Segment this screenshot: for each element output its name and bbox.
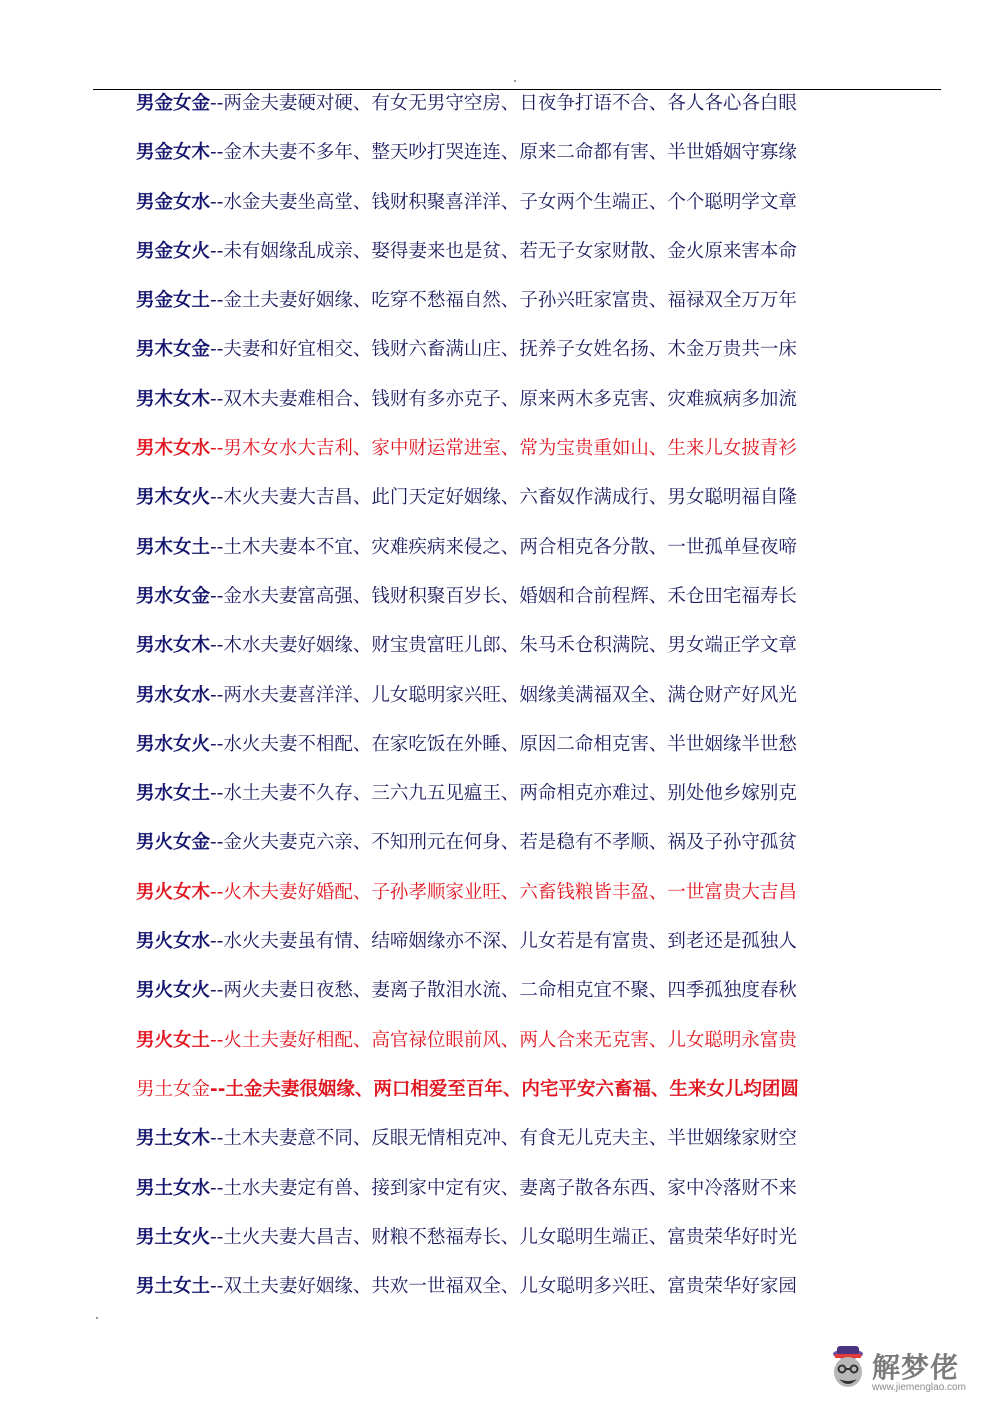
verse-list bbox=[136, 90, 896, 1322]
verse-row bbox=[136, 682, 896, 731]
verse-row bbox=[136, 1125, 896, 1174]
verse-row-highlighted bbox=[136, 1027, 896, 1076]
verse-row bbox=[136, 829, 896, 878]
verse-text: --未有姻缘乱成亲、娶得妻来也是贫、若无子女家财散、金火原来害本命 bbox=[210, 240, 797, 262]
verse-key: 男土女水 bbox=[136, 1177, 211, 1199]
verse-row bbox=[136, 336, 896, 385]
verse-key: 男金女土 bbox=[136, 290, 211, 312]
verse-text: --金水夫妻富高强、钱财积聚百岁长、婚姻和合前程辉、禾仓田宅福寿长 bbox=[210, 585, 797, 607]
verse-key: 男金女火 bbox=[136, 240, 211, 262]
verse-row bbox=[136, 632, 896, 681]
verse-row-highlighted bbox=[136, 1076, 896, 1125]
verse-text: --双木夫妻难相合、钱财有多亦克子、原来两木多克害、灾难疯病多加流 bbox=[210, 388, 797, 410]
verse-text: --土木夫妻本不宜、灾难疾病来侵之、两合相克各分散、一世孤单昼夜啼 bbox=[210, 536, 797, 558]
verse-text: --木水夫妻好姻缘、财宝贵富旺儿郎、朱马禾仓积满院、男女端正学文章 bbox=[210, 635, 797, 657]
verse-key: 男水女土 bbox=[136, 783, 211, 805]
verse-text: --两水夫妻喜洋洋、儿女聪明家兴旺、姻缘美满福双全、满仓财产好风光 bbox=[210, 684, 797, 706]
verse-text: --金木夫妻不多年、整天吵打哭连连、原来二命都有害、半世婚姻守寡缘 bbox=[210, 142, 797, 164]
verse-row bbox=[136, 1224, 896, 1273]
site-watermark bbox=[826, 1340, 986, 1398]
verse-text: --夫妻和好宜相交、钱财六畜满山庄、抚养子女姓名扬、木金万贵共一床 bbox=[210, 339, 797, 361]
verse-text: --火木夫妻好婚配、子孙孝顺家业旺、六畜钱粮皆丰盈、一世富贵大吉昌 bbox=[210, 881, 797, 903]
verse-key: 男火女水 bbox=[136, 931, 211, 953]
verse-row bbox=[136, 189, 896, 238]
verse-text: --木火夫妻大吉昌、此门天定好姻缘、六畜奴作满成行、男女聪明福自隆 bbox=[210, 487, 797, 509]
verse-row bbox=[136, 977, 896, 1026]
verse-row bbox=[136, 386, 896, 435]
verse-row bbox=[136, 780, 896, 829]
watermark-url: www.jiemenglao.com bbox=[872, 1382, 966, 1393]
verse-key: 男土女火 bbox=[136, 1226, 211, 1248]
verse-key: 男水女金 bbox=[136, 585, 211, 607]
verse-text: --两金夫妻硬对硬、有女无男守空房、日夜争打语不合、各人各心各白眼 bbox=[210, 93, 797, 114]
footer-dot bbox=[96, 1317, 98, 1319]
verse-row bbox=[136, 238, 896, 287]
verse-key: 男土女土 bbox=[136, 1276, 211, 1298]
verse-row bbox=[136, 1175, 896, 1224]
verse-text: --两火夫妻日夜愁、妻离子散泪水流、二命相克宜不聚、四季孤独度春秋 bbox=[210, 980, 797, 1002]
verse-key: 男土女金 bbox=[136, 1078, 211, 1100]
verse-text: --男木女水大吉利、家中财运常进室、常为宝贵重如山、生来儿女披青衫 bbox=[210, 438, 797, 460]
verse-text: --土火夫妻大昌吉、财粮不愁福寿长、儿女聪明生端正、富贵荣华好时光 bbox=[210, 1226, 797, 1248]
verse-key: 男木女木 bbox=[136, 388, 211, 410]
verse-row-highlighted bbox=[136, 879, 896, 928]
verse-key: 男金女木 bbox=[136, 142, 211, 164]
fortune-teller-face-icon bbox=[826, 1342, 870, 1394]
verse-row bbox=[136, 928, 896, 977]
verse-text: --土金夫妻很姻缘、两口相爱至百年、内宅平安六畜福、生来女儿均团圆 bbox=[210, 1078, 799, 1100]
verse-text: --金火夫妻克六亲、不知刑元在何身、若是稳有不孝顺、祸及子孙守孤贫 bbox=[210, 832, 797, 854]
verse-row bbox=[136, 534, 896, 583]
verse-key: 男木女土 bbox=[136, 536, 211, 558]
verse-key: 男火女木 bbox=[136, 881, 211, 903]
verse-key: 男土女木 bbox=[136, 1128, 211, 1150]
verse-row bbox=[136, 90, 896, 139]
verse-key: 男水女火 bbox=[136, 733, 211, 755]
verse-row bbox=[136, 287, 896, 336]
verse-key: 男金女水 bbox=[136, 191, 211, 213]
verse-text: --水金夫妻坐高堂、钱财积聚喜洋洋、子女两个生端正、个个聪明学文章 bbox=[210, 191, 797, 213]
verse-text: --土水夫妻定有兽、接到家中定有灾、妻离子散各东西、家中冷落财不来 bbox=[210, 1177, 797, 1199]
watermark-name: 解梦佬 bbox=[872, 1351, 960, 1384]
verse-text: --双土夫妻好姻缘、共欢一世福双全、儿女聪明多兴旺、富贵荣华好家园 bbox=[210, 1276, 797, 1298]
verse-key: 男金女金 bbox=[136, 93, 211, 114]
verse-key: 男木女水 bbox=[136, 438, 211, 460]
header-dot bbox=[514, 80, 516, 82]
verse-row bbox=[136, 731, 896, 780]
verse-row bbox=[136, 583, 896, 632]
verse-key: 男水女水 bbox=[136, 684, 211, 706]
verse-key: 男火女土 bbox=[136, 1029, 211, 1051]
verse-text: --水火夫妻虽有情、结啼姻缘亦不深、儿女若是有富贵、到老还是孤独人 bbox=[210, 931, 797, 953]
verse-row bbox=[136, 484, 896, 533]
verse-text: --土木夫妻意不同、反眼无情相克冲、有食无儿克夫主、半世姻缘家财空 bbox=[210, 1128, 797, 1150]
verse-key: 男木女金 bbox=[136, 339, 211, 361]
verse-row bbox=[136, 1273, 896, 1322]
verse-text: --水火夫妻不相配、在家吃饭在外睡、原因二命相克害、半世姻缘半世愁 bbox=[210, 733, 797, 755]
verse-row-highlighted bbox=[136, 435, 896, 484]
verse-row bbox=[136, 139, 896, 188]
verse-text: --金土夫妻好姻缘、吃穿不愁福自然、子孙兴旺家富贵、福禄双全万万年 bbox=[210, 290, 797, 312]
verse-key: 男木女火 bbox=[136, 487, 211, 509]
verse-key: 男火女金 bbox=[136, 832, 211, 854]
verse-text: --火土夫妻好相配、高官禄位眼前风、两人合来无克害、儿女聪明永富贵 bbox=[210, 1029, 797, 1051]
verse-key: 男水女木 bbox=[136, 635, 211, 657]
verse-text: --水土夫妻不久存、三六九五见瘟王、两命相克亦难过、别处他乡嫁别克 bbox=[210, 783, 797, 805]
verse-key: 男火女火 bbox=[136, 980, 211, 1002]
